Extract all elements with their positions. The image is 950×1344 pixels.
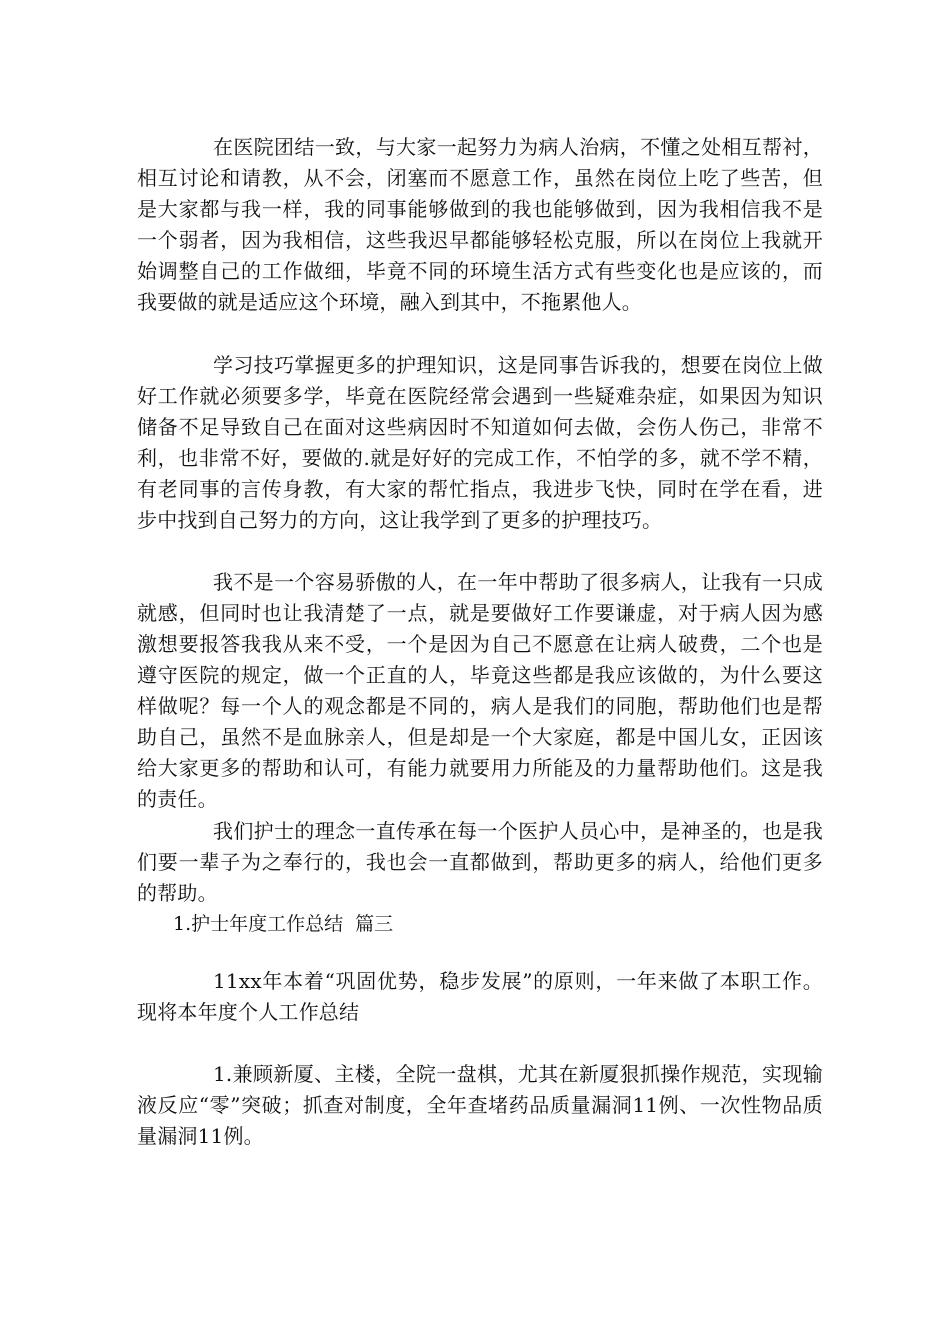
section-heading (173, 909, 393, 940)
paragraph-annual-intro: 11xx年本着“巩固优势，稳步发展”的原则，一年来做了本职工作。现将本年度个人工作总结 (137, 969, 823, 1024)
paragraph-item-1: 1.兼顾新厦、主楼，全院一盘棋，尤其在新厦狠抓操作规范，实现输液反应“零”突破；抓查对制度，全年查堵药品质量漏洞11例、一次性物品质量漏洞11例。 (137, 1062, 823, 1148)
paragraph-humility: 我不是一个容易骄傲的人，在一年中帮助了很多病人，让我有一只成就感，但同时也让我清楚了一点，就是要做好工作要谦虚，对于病人因为感激想要报答我我从来不受，一个是因为自己不愿意在让病人破费，二个也是遵守医院的规定，做一个正直的人，毕竟这些都是我应该做的，为什么要这样做呢？每一个人的观念都是不同的，病人是我们的同胞，帮助他们也是帮助自己，虽然不是血脉亲人，但是却是一个大家庭，都是中国儿女，正因该给大家更多的帮助和认可，有能力就要用力所能及的力量帮助他们。这是我的责任。 (137, 570, 823, 811)
section-heading-part: 篇三 (355, 913, 394, 935)
paragraph-nursing-philosophy: 我们护士的理念一直传承在每一个医护人员心中，是神圣的，也是我们要一辈子为之奉行的，我也会一直都做到，帮助更多的病人，给他们更多的帮助。 (137, 819, 823, 905)
section-heading-title: 1.护士年度工作总结 (173, 913, 344, 935)
paragraph-teamwork: 在医院团结一致，与大家一起努力为病人治病，不懂之处相互帮衬，相互讨论和请教，从不会，闭塞而不愿意工作，虽然在岗位上吃了些苦，但是大家都与我一样，我的同事能够做到的我也能够做到，因为我相信我不是一个弱者，因为我相信，这些我迟早都能够轻松克服，所以在岗位上我就开始调整自己的工作做细，毕竟不同的环境生活方式有些变化也是应该的，而我要做的就是适应这个环境，融入到其中，不拖累他人。 (137, 135, 823, 314)
paragraph-learning-skills: 学习技巧掌握更多的护理知识，这是同事告诉我的，想要在岗位上做好工作就必须要多学，毕竟在医院经常会遇到一些疑难杂症，如果因为知识储备不足导致自己在面对这些病因时不知道如何去做，会伤人伤己，非常不利，也非常不好，要做的.就是好好的完成工作，不怕学的多，就不学不精，有老同事的言传身教，有大家的帮忙指点，我进步飞快，同时在学在看，进步中找到自己努力的方向，这让我学到了更多的护理技巧。 (137, 353, 823, 532)
